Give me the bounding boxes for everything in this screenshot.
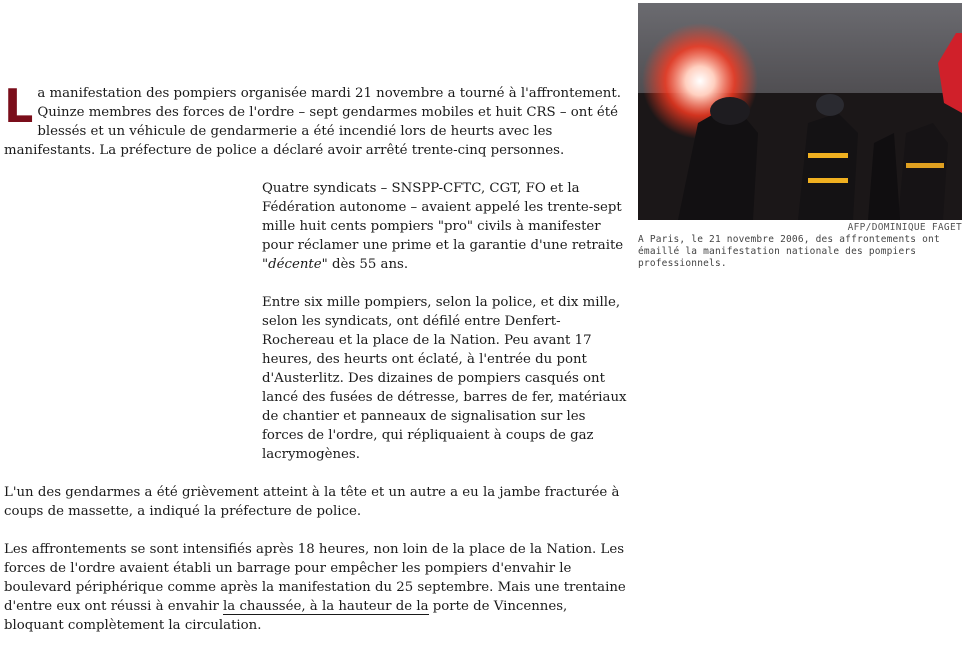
article-body xyxy=(4,79,629,654)
drop-cap: L xyxy=(4,79,34,133)
paragraph-2-text-a: Quatre syndicats – SNSPP-CFTC, CGT, FO et la Fédération autonome – avaient appelé les trente-sept mille huit cents pompiers "pro" civils à manifester pour réclamer une prime et la garantie d'une retraite xyxy=(262,181,624,253)
paragraph-5-text-a: Les affrontements se sont intensifiés après 18 heures, non loin de la place de la Nation. Les forces de l'ordre avaient établi un barrage pour empêcher les pompiers d'envahir le boulevard périphérique comme après la manifestation du 25 septembre. Mais une trentaine d'entre eux ont réussi à envahir xyxy=(4,542,626,614)
chaussee-link[interactable]: la chaussée, à la hauteur de la xyxy=(223,599,429,614)
paragraph-5-text-b: porte de Vincennes, bloquant complètement la circulation. xyxy=(4,599,568,633)
paragraph-2-italic: "décente" xyxy=(262,257,328,272)
paragraph-2-text-b: dès 55 ans. xyxy=(327,257,409,272)
article-figure xyxy=(638,3,962,270)
photo-caption: A Paris, le 21 novembre 2006, des affrontements ont émaillé la manifestation nationale des pompiers professionnels. xyxy=(638,234,940,269)
photo-credit: AFP/DOMINIQUE FAGET xyxy=(847,222,962,233)
paragraph-5 xyxy=(4,540,629,635)
paragraph-1-text: a manifestation des pompiers organisée mardi 21 novembre a tourné à l'affrontement. Quinze membres des forces de l'ordre – sept gendarmes mobiles et huit CRS – ont été blessés et un véhicule de gendarmerie a été incendié lors de heurts avec les manifestants. La préfecture de police a déclaré avoir arrêté trente-cinq personnes. xyxy=(4,86,621,158)
paragraph-3: Entre six mille pompiers, selon la police, et dix mille, selon les syndicats, ont défilé entre Denfert-Rochereau et la place de la Nation. Peu avant 17 heures, des heurts ont éclaté, à l'entrée du pont d'Austerlitz. Des dizaines de pompiers casqués ont lancé des fusées de détresse, barres de fer, matériaux de chantier et panneaux de signalisation sur les forces de l'ordre, qui répliquaient à coups de gaz lacrymogènes. xyxy=(262,295,627,462)
photo-illustration xyxy=(638,3,962,220)
paragraph-1 xyxy=(4,79,629,160)
paragraph-2 xyxy=(262,179,629,274)
paragraph-4: L'un des gendarmes a été grièvement atteint à la tête et un autre a eu la jambe fracturée à coups de massette, a indiqué la préfecture de police. xyxy=(4,485,620,519)
photo-firefighters-clash[interactable] xyxy=(638,3,962,220)
